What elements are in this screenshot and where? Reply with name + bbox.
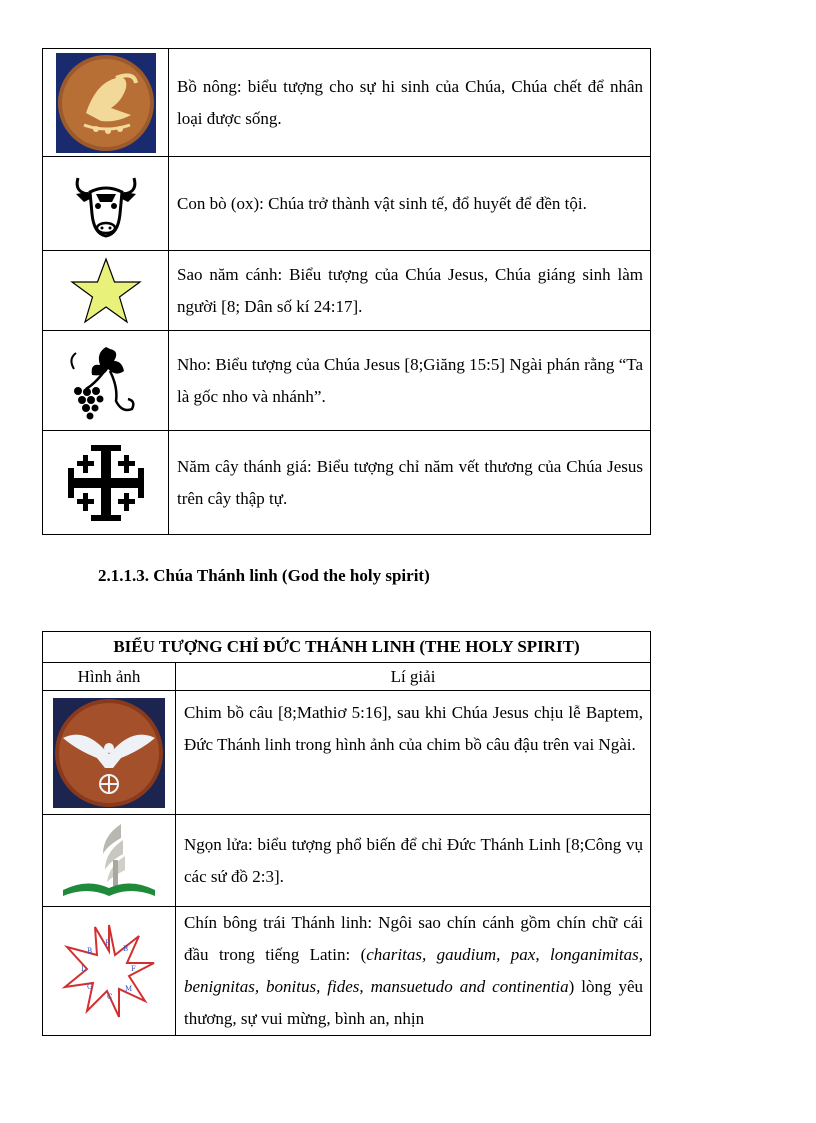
symbol-description: Sao năm cánh: Biểu tượng của Chúa Jesus, Chúa giáng sinh làm người [8; Dân số kí 24:17]. [169, 251, 651, 331]
ox-head-icon [70, 168, 142, 240]
table-row [43, 431, 651, 535]
table-title-row [43, 632, 651, 663]
table-row [43, 815, 651, 907]
svg-text:L: L [81, 965, 86, 973]
image-cell [43, 431, 169, 535]
svg-text:C: C [107, 993, 113, 1001]
symbol-description: Chim bồ câu [8;Mathiơ 5:16], sau khi Chúa Jesus chịu lễ Baptem, Đức Thánh linh trong hình ảnh của chim bồ câu đậu trên vai Ngài. [176, 691, 651, 815]
table-row [43, 157, 651, 251]
image-cell [43, 49, 169, 157]
five-pointed-star-icon [68, 256, 144, 326]
table-row [43, 907, 651, 1036]
svg-text:M: M [125, 985, 133, 993]
symbol-description: Bồ nông: biểu tượng cho sự hi sinh của Chúa, Chúa chết để nhân loại được sống. [169, 49, 651, 157]
description-text: ) lòng yêu thương, sự vui mừng, bình an, nhịn [184, 977, 644, 1028]
table-title: BIỂU TƯỢNG CHỈ ĐỨC THÁNH LINH (THE HOLY SPIRIT) [43, 632, 651, 663]
column-header-explanation: Lí giải [176, 663, 651, 691]
svg-text:P: P [105, 939, 110, 947]
flame-book-icon [59, 820, 159, 902]
jerusalem-cross-icon [66, 443, 146, 523]
dove-emblem-icon [53, 698, 165, 808]
section-heading: 2.1.1.3. Chúa Thánh linh (God the holy spirit) [98, 566, 430, 585]
image-cell [43, 331, 169, 431]
column-header-image: Hình ảnh [43, 663, 176, 691]
symbol-description: Nho: Biểu tượng của Chúa Jesus [8;Giăng 15:5] Ngài phán rằng “Ta là gốc nho và nhánh”. [169, 331, 651, 431]
symbol-description [176, 907, 651, 1036]
symbol-description: Con bò (ox): Chúa trở thành vật sinh tế, đổ huyết để đền tội. [169, 157, 651, 251]
table-header-row [43, 663, 651, 691]
table-row [43, 251, 651, 331]
symbol-description: Ngọn lửa: biểu tượng phổ biến để chỉ Đức Thánh Linh [8;Công vụ các sứ đồ 2:3]. [176, 815, 651, 907]
symbols-table-holy-spirit [42, 631, 651, 1036]
grape-vine-icon [66, 339, 146, 423]
symbol-description: Năm cây thánh giá: Biểu tượng chỉ năm vết thương của Chúa Jesus trên cây thập tự. [169, 431, 651, 535]
image-cell [43, 157, 169, 251]
svg-text:B: B [123, 945, 129, 953]
image-cell [43, 251, 169, 331]
table-row [43, 49, 651, 157]
image-cell [43, 907, 176, 1036]
svg-text:F: F [131, 965, 136, 973]
symbols-table-jesus [42, 48, 651, 535]
image-cell [43, 815, 176, 907]
description-text: Chín bông trái Thánh linh: Ngôi sao chín cánh gồm chín chữ cái đầu trong tiếng Latin: ( [184, 913, 644, 964]
svg-text:B: B [87, 947, 93, 955]
svg-text:G: G [87, 983, 93, 991]
latin-virtues: charitas, gaudium, pax, longanimitas, benignitas, bonitus, fides, mansuetudo and continentia [184, 945, 644, 996]
nine-pointed-star-icon [59, 921, 159, 1021]
image-cell [43, 691, 176, 815]
pelican-emblem-icon [56, 53, 156, 153]
table-row [43, 691, 651, 815]
table-row [43, 331, 651, 431]
